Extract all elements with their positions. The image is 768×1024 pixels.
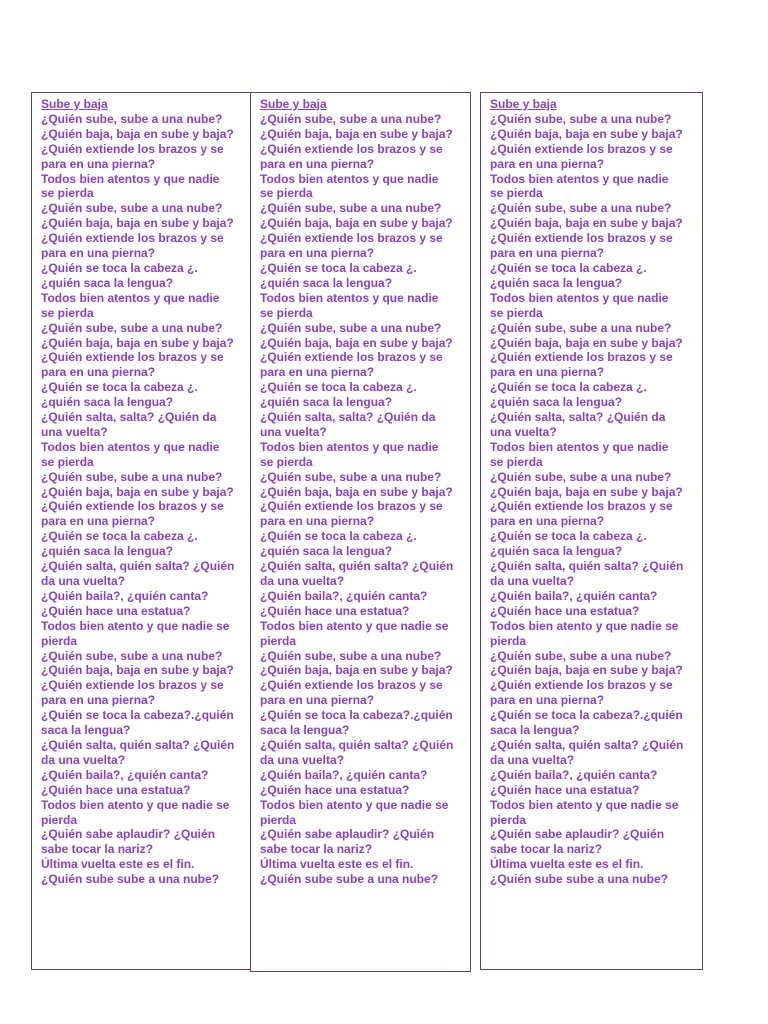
lyric-line: ¿Quién se toca la cabeza?.¿quién bbox=[260, 708, 453, 723]
lyric-line: pierda bbox=[41, 812, 78, 827]
lyric-line: para en una pierna? bbox=[260, 514, 375, 529]
lyric-line: ¿Quién sube, sube a una nube? bbox=[41, 111, 223, 126]
lyric-line: ¿Quién sabe aplaudir? ¿Quién bbox=[490, 827, 665, 842]
song-lyrics bbox=[490, 112, 702, 887]
lyric-line: ¿Quién sube, sube a una nube? bbox=[490, 111, 672, 126]
lyric-line: ¿Quién extiende los brazos y se bbox=[41, 141, 224, 156]
lyric-line: para en una pierna? bbox=[490, 156, 605, 171]
lyric-line: ¿quién saca la lengua? bbox=[260, 395, 393, 410]
lyric-line: ¿Quién baila?, ¿quién canta? bbox=[41, 767, 209, 782]
lyric-line: para en una pierna? bbox=[260, 156, 375, 171]
lyric-line: ¿Quién sube, sube a una nube? bbox=[41, 201, 223, 216]
lyric-line: ¿Quién sube, sube a una nube? bbox=[260, 111, 442, 126]
lyric-line: Todos bien atentos y que nadie bbox=[41, 290, 220, 305]
lyric-line: Todos bien atentos y que nadie bbox=[490, 290, 669, 305]
lyric-line: ¿Quién extiende los brazos y se bbox=[490, 231, 673, 246]
lyric-line: ¿Quién baja, baja en sube y baja? bbox=[260, 216, 453, 231]
lyric-line: Todos bien atento y que nadie se bbox=[260, 618, 449, 633]
lyric-line: ¿Quién hace una estatua? bbox=[260, 782, 410, 797]
lyric-line: ¿quién saca la lengua? bbox=[260, 544, 393, 559]
lyric-line: da una vuelta? bbox=[490, 752, 575, 767]
lyric-line: ¿Quién sube, sube a una nube? bbox=[260, 320, 442, 335]
lyric-line: ¿Quién extiende los brazos y se bbox=[260, 499, 443, 514]
lyric-line: ¿Quién baila?, ¿quién canta? bbox=[490, 588, 658, 603]
lyric-line: ¿Quién baila?, ¿quién canta? bbox=[260, 767, 428, 782]
lyric-line: saca la lengua? bbox=[260, 723, 350, 738]
lyric-line: ¿Quién extiende los brazos y se bbox=[490, 678, 673, 693]
lyric-line: ¿Quién se toca la cabeza ¿. bbox=[41, 529, 198, 544]
lyric-line: pierda bbox=[490, 633, 527, 648]
lyric-line: se pierda bbox=[490, 305, 543, 320]
lyric-line: ¿Quién extiende los brazos y se bbox=[490, 350, 673, 365]
lyric-line: ¿Quién sube, sube a una nube? bbox=[41, 469, 223, 484]
lyric-line: para en una pierna? bbox=[490, 514, 605, 529]
lyric-line: ¿quién saca la lengua? bbox=[490, 544, 623, 559]
lyric-line: para en una pierna? bbox=[41, 693, 156, 708]
lyric-line: ¿Quién salta, salta? ¿Quién da bbox=[490, 410, 666, 425]
lyric-line: ¿Quién baja, baja en sube y baja? bbox=[490, 216, 683, 231]
lyric-line: ¿quién saca la lengua? bbox=[260, 275, 393, 290]
song-title: Sube y baja bbox=[41, 97, 108, 111]
lyric-line: ¿Quién se toca la cabeza ¿. bbox=[490, 529, 647, 544]
lyric-line: ¿Quién baja, baja en sube y baja? bbox=[260, 335, 453, 350]
song-lyrics bbox=[41, 112, 250, 887]
lyric-line: ¿Quién baja, baja en sube y baja? bbox=[41, 335, 234, 350]
lyric-line: para en una pierna? bbox=[41, 514, 156, 529]
lyric-line: ¿Quién baja, baja en sube y baja? bbox=[490, 126, 683, 141]
lyric-line: Todos bien atento y que nadie se bbox=[260, 797, 449, 812]
lyric-line: para en una pierna? bbox=[41, 365, 156, 380]
lyric-line: ¿Quién salta, quién salta? ¿Quién bbox=[490, 737, 684, 752]
lyric-line: ¿Quién extiende los brazos y se bbox=[490, 499, 673, 514]
lyric-line: ¿Quién baja, baja en sube y baja? bbox=[41, 216, 234, 231]
lyric-line: para en una pierna? bbox=[41, 156, 156, 171]
lyric-line: ¿Quién baila?, ¿quién canta? bbox=[490, 767, 658, 782]
lyric-line: ¿Quién hace una estatua? bbox=[41, 782, 191, 797]
lyric-line: se pierda bbox=[41, 186, 94, 201]
lyric-line: pierda bbox=[41, 633, 78, 648]
lyric-line: Última vuelta este es el fin. bbox=[41, 857, 195, 872]
lyric-line: ¿Quién baja, baja en sube y baja? bbox=[260, 126, 453, 141]
lyric-line: Todos bien atento y que nadie se bbox=[41, 618, 230, 633]
lyric-line: da una vuelta? bbox=[260, 752, 345, 767]
lyric-line: ¿Quién extiende los brazos y se bbox=[41, 499, 224, 514]
lyric-line: ¿Quién hace una estatua? bbox=[260, 603, 410, 618]
lyric-line: ¿Quién baja, baja en sube y baja? bbox=[41, 663, 234, 678]
lyric-line: Todos bien atentos y que nadie bbox=[260, 171, 439, 186]
lyric-line: ¿Quién sabe aplaudir? ¿Quién bbox=[260, 827, 435, 842]
lyric-line: se pierda bbox=[490, 454, 543, 469]
lyric-line: ¿Quién extiende los brazos y se bbox=[260, 141, 443, 156]
lyric-line: ¿Quién sube sube a una nube? bbox=[490, 872, 669, 887]
lyric-line: ¿Quién sube, sube a una nube? bbox=[490, 469, 672, 484]
lyric-line: da una vuelta? bbox=[41, 574, 126, 588]
lyric-line: ¿Quién salta, salta? ¿Quién da bbox=[260, 410, 436, 425]
lyric-line: ¿Quién se toca la cabeza ¿. bbox=[41, 260, 198, 275]
lyric-line: ¿Quién se toca la cabeza ¿. bbox=[260, 529, 417, 544]
lyric-line: ¿Quién extiende los brazos y se bbox=[260, 350, 443, 365]
lyric-line: ¿Quién extiende los brazos y se bbox=[490, 141, 673, 156]
lyric-line: ¿Quién se toca la cabeza ¿. bbox=[260, 260, 417, 275]
lyric-line: pierda bbox=[260, 812, 297, 827]
lyric-line: Todos bien atentos y que nadie bbox=[41, 171, 220, 186]
lyric-line: ¿Quién sube, sube a una nube? bbox=[490, 648, 672, 663]
lyric-line: para en una pierna? bbox=[41, 246, 156, 261]
lyric-line: sabe tocar la nariz? bbox=[41, 842, 154, 857]
lyric-line: da una vuelta? bbox=[41, 752, 126, 767]
lyric-line: se pierda bbox=[260, 454, 313, 469]
lyric-line: ¿Quién se toca la cabeza ¿. bbox=[260, 380, 417, 395]
song-lyrics bbox=[260, 112, 470, 887]
lyric-line: se pierda bbox=[260, 305, 313, 320]
lyric-line: se pierda bbox=[41, 305, 94, 320]
lyric-line: ¿Quién salta, quién salta? ¿Quién bbox=[490, 559, 684, 574]
lyric-line: una vuelta? bbox=[41, 424, 108, 439]
lyric-line: saca la lengua? bbox=[41, 723, 131, 738]
lyric-line: ¿Quién hace una estatua? bbox=[41, 603, 191, 618]
lyric-line: ¿Quién se toca la cabeza ¿. bbox=[490, 260, 647, 275]
lyric-line: para en una pierna? bbox=[260, 365, 375, 380]
lyric-line: ¿Quién extiende los brazos y se bbox=[260, 678, 443, 693]
lyric-line: para en una pierna? bbox=[260, 693, 375, 708]
lyric-line: ¿Quién extiende los brazos y se bbox=[260, 231, 443, 246]
lyric-line: pierda bbox=[490, 812, 527, 827]
lyric-line: ¿Quién sube, sube a una nube? bbox=[260, 469, 442, 484]
lyric-line: ¿Quién hace una estatua? bbox=[490, 603, 640, 618]
lyric-line: Todos bien atento y que nadie se bbox=[490, 797, 679, 812]
song-title: Sube y baja bbox=[260, 97, 327, 111]
lyric-line: ¿Quién hace una estatua? bbox=[490, 782, 640, 797]
lyric-line: Todos bien atentos y que nadie bbox=[41, 439, 220, 454]
lyric-line: ¿Quién salta, salta? ¿Quién da bbox=[41, 410, 217, 425]
lyric-line: ¿Quién extiende los brazos y se bbox=[41, 231, 224, 246]
lyric-line: para en una pierna? bbox=[260, 246, 375, 261]
lyric-line: ¿Quién baja, baja en sube y baja? bbox=[490, 484, 683, 499]
lyric-line: una vuelta? bbox=[490, 424, 557, 439]
lyric-line: ¿Quién extiende los brazos y se bbox=[41, 350, 224, 365]
lyric-line: ¿Quién sube, sube a una nube? bbox=[41, 320, 223, 335]
lyric-line: se pierda bbox=[260, 186, 313, 201]
lyric-line: ¿Quién baja, baja en sube y baja? bbox=[41, 484, 234, 499]
lyric-line: para en una pierna? bbox=[490, 693, 605, 708]
lyric-line: ¿quién saca la lengua? bbox=[41, 275, 174, 290]
lyric-line: ¿Quién salta, quién salta? ¿Quién bbox=[260, 559, 454, 574]
lyric-line: Todos bien atentos y que nadie bbox=[260, 439, 439, 454]
lyric-line: Todos bien atento y que nadie se bbox=[490, 618, 679, 633]
lyric-line: ¿Quién sube, sube a una nube? bbox=[490, 201, 672, 216]
lyric-line: saca la lengua? bbox=[490, 723, 580, 738]
lyric-line: da una vuelta? bbox=[490, 574, 575, 588]
lyric-line: Última vuelta este es el fin. bbox=[260, 857, 414, 872]
lyric-line: una vuelta? bbox=[260, 424, 327, 439]
lyric-line: sabe tocar la nariz? bbox=[490, 842, 603, 857]
lyric-line: sabe tocar la nariz? bbox=[260, 842, 373, 857]
lyric-line: ¿Quién baja, baja en sube y baja? bbox=[490, 663, 683, 678]
lyric-line: Todos bien atentos y que nadie bbox=[260, 290, 439, 305]
lyric-line: ¿Quién sube sube a una nube? bbox=[41, 872, 220, 887]
lyric-line: ¿quién saca la lengua? bbox=[490, 395, 623, 410]
lyric-line: ¿Quién sube, sube a una nube? bbox=[260, 648, 442, 663]
song-card-2 bbox=[250, 92, 471, 972]
lyric-line: ¿quién saca la lengua? bbox=[41, 544, 174, 559]
lyric-line: Última vuelta este es el fin. bbox=[490, 857, 644, 872]
song-card-3 bbox=[480, 92, 703, 970]
lyric-line: ¿Quién sube, sube a una nube? bbox=[490, 320, 672, 335]
lyric-line: se pierda bbox=[490, 186, 543, 201]
lyric-line: ¿Quién salta, quién salta? ¿Quién bbox=[260, 737, 454, 752]
lyric-line: ¿quién saca la lengua? bbox=[41, 395, 174, 410]
lyric-line: ¿quién saca la lengua? bbox=[490, 275, 623, 290]
lyric-line: ¿Quién se toca la cabeza ¿. bbox=[490, 380, 647, 395]
lyric-line: ¿Quién baja, baja en sube y baja? bbox=[260, 484, 453, 499]
lyric-line: Todos bien atento y que nadie se bbox=[41, 797, 230, 812]
lyric-line: ¿Quién se toca la cabeza ¿. bbox=[41, 380, 198, 395]
song-title: Sube y baja bbox=[490, 97, 557, 111]
lyric-line: da una vuelta? bbox=[260, 574, 345, 588]
lyric-line: ¿Quién baila?, ¿quién canta? bbox=[41, 588, 209, 603]
lyric-line: para en una pierna? bbox=[490, 246, 605, 261]
lyric-line: ¿Quién salta, quién salta? ¿Quién bbox=[41, 737, 235, 752]
lyric-line: ¿Quién sube, sube a una nube? bbox=[41, 648, 223, 663]
lyric-line: ¿Quién extiende los brazos y se bbox=[41, 678, 224, 693]
lyric-line: ¿Quién baila?, ¿quién canta? bbox=[260, 588, 428, 603]
lyric-line: ¿Quién sabe aplaudir? ¿Quién bbox=[41, 827, 216, 842]
lyric-line: ¿Quién baja, baja en sube y baja? bbox=[41, 126, 234, 141]
lyric-line: se pierda bbox=[41, 454, 94, 469]
lyric-line: ¿Quién se toca la cabeza?.¿quién bbox=[490, 708, 683, 723]
song-card-1 bbox=[31, 92, 251, 970]
lyric-line: ¿Quién salta, quién salta? ¿Quién bbox=[41, 559, 235, 574]
lyric-line: ¿Quién baja, baja en sube y baja? bbox=[260, 663, 453, 678]
lyric-line: Todos bien atentos y que nadie bbox=[490, 171, 669, 186]
lyric-line: ¿Quién sube sube a una nube? bbox=[260, 872, 439, 887]
lyric-line: pierda bbox=[260, 633, 297, 648]
lyric-line: para en una pierna? bbox=[490, 365, 605, 380]
lyric-line: ¿Quién sube, sube a una nube? bbox=[260, 201, 442, 216]
lyric-line: ¿Quién se toca la cabeza?.¿quién bbox=[41, 708, 234, 723]
lyric-line: ¿Quién baja, baja en sube y baja? bbox=[490, 335, 683, 350]
lyric-line: Todos bien atentos y que nadie bbox=[490, 439, 669, 454]
